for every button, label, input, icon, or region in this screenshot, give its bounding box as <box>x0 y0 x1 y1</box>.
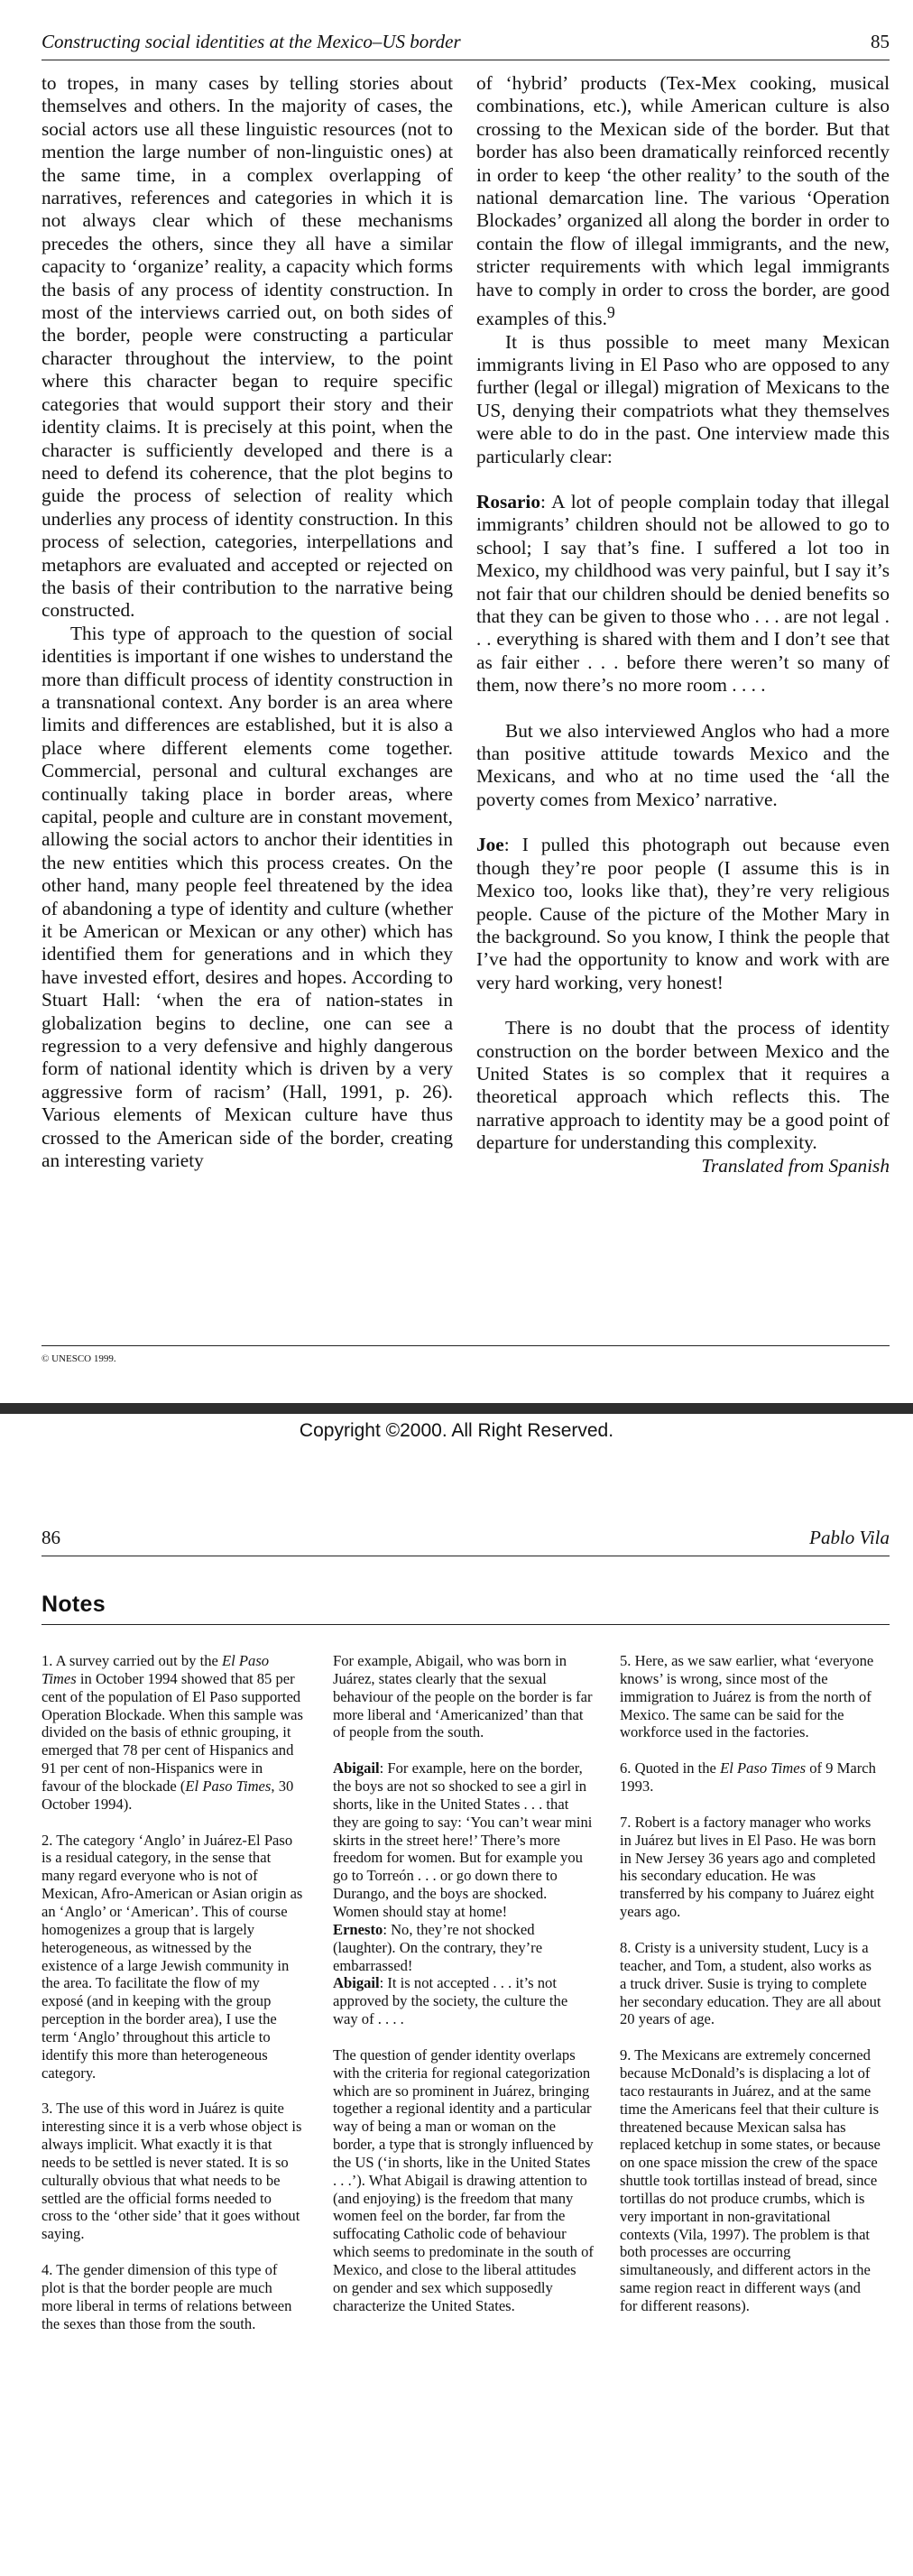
note-italic: El Paso Times <box>185 1777 272 1795</box>
dialogue-text: : For example, here on the border, the boys are not so shocked to see a girl in shorts, like in the United States . . . that they are going to say: ‘You can’t wear mini skirts in the street here!’ There’s more freedom for women. But for example you go to Torreón . . . or go down there to Durango, and the boys are shocked. Women should stay at home! <box>333 1759 593 1920</box>
footnote-ref: 9 <box>606 303 615 322</box>
notes-column-2 <box>333 1652 595 2333</box>
note-italic: El Paso Times <box>720 1759 807 1777</box>
left-column <box>42 72 453 1173</box>
speaker-name: Abigail <box>333 1759 380 1777</box>
footer-rule <box>42 1345 890 1346</box>
dialogue-text: : It is not accepted . . . it’s not approved by the society, the culture the way of . . . . <box>333 1974 568 2028</box>
notes-rule <box>42 1624 890 1625</box>
note-text: of 9 March 1993. <box>620 1759 876 1796</box>
speaker-name: Ernesto <box>333 1920 383 1938</box>
interview-quote <box>476 491 890 697</box>
dialogue-line <box>333 1921 595 1975</box>
paragraph: This type of approach to the question of social identities is important if one wishes to understand the more than difficult process of identity construction in a transnational context. Any border is an area where limits and differences are established, but it is also a place where different elements come together. Commercial, personal and cultural exchanges are continually taking place in border areas, where capital, people and culture are in constant movement, allowing the social actors to anchor their identities in the new entities which this process creates. On the other hand, many people feel threatened by the idea of abandoning a type of identity and culture (whether it be American or Mexican or any other) which has identified them for generations and in which they have invested effort, desires and hopes. According to Stuart Hall: ‘when the era of nation-states in globalization begins to decline, one can see a regression to a very defensive and highly dangerous form of national identity which is driven by a very aggressive form of racism’ (Hall, 1991, p. 26). Various elements of Mexican culture have thus crossed to the American side of the border, creating an interesting variety <box>42 622 453 1172</box>
paragraph-text: of ‘hybrid’ products (Tex-Mex cooking, musical combinations, etc.), while American culture is also crossing to the Mexican side of the border. But that border has also been dramatically reinforced recently in order to keep ‘the other reality’ to the south of the national demarcation line. The various ‘Operation Blockades’ organized all along the border in order to contain the flow of illegal immigrants, and the new, stricter requirements with which legal immigrants have to comply in order to cross the border, are good examples of this. <box>476 72 890 330</box>
unesco-copyright: © UNESCO 1999. <box>42 1353 116 1364</box>
speaker-name: Joe <box>476 834 504 856</box>
paragraph: It is thus possible to meet many Mexican immigrants living in El Paso who are opposed to any further (legal or illegal) migration of Mexicans to the US, denying their compatriots what they themselves were able to do in the past. One interview made this particularly clear: <box>476 330 890 467</box>
quote-text: : A lot of people complain today that illegal immigrants’ children should not be allowed to go to school; I say that’s fine. I suffered a lot too in Mexico, my childhood was very painful, but I say it’s not fair that our children should be denied benefits so that they can be given to those who . . . are not legal . . . everything is shared with them and I don’t see that as fair either . . . before there weren’t so many of them, now there’s no more room . . . . <box>476 491 890 697</box>
page-86 <box>0 1487 913 2576</box>
note-2: 2. The category ‘Anglo’ in Juárez-El Paso is a residual category, in the sense that many regard everyone who is not of Mexican, Afro-American or Asian origin as an ‘Anglo’ or ‘American’. This of course homogenizes a group that is largely heterogeneous, as witnessed by the existence of a large Jewish community in the area. To facilitate the flow of my exposé (and in keeping with the group perception in the border area), I use the term ‘Anglo’ throughout this article to identify this more than heterogeneous category. <box>42 1831 303 2082</box>
note-4-conclusion: The question of gender identity overlaps with the criteria for regional categorization which are so prominent in Juárez, bringing together a regional identity and a particular way of being a man or woman on the border, a type that is strongly influenced by the US (‘in shorts, like in the United States . . .’). What Abigail is drawing attention to (and enjoying) is the freedom that many women feel on the border, far from the suffocating Catholic code of behaviour which seems to predominate in the south of Mexico, and close to the liberal attitudes on gender and sex which supposedly characterize the United States. <box>333 2045 594 2314</box>
speaker-name: Abigail <box>333 1974 380 1992</box>
paragraph <box>476 72 890 331</box>
running-author: Pablo Vila <box>809 1527 890 1548</box>
note-8: 8. Cristy is a university student, Lucy is a teacher, and Tom, a student, also works as a truck driver. Susie is trying to complete her secondary education. They are all about 20 years of age. <box>620 1938 881 2028</box>
running-title: Constructing social identities at the Mexico–US border <box>42 31 461 52</box>
speaker-name: Rosario <box>476 491 540 512</box>
dialogue-text: : No, they’re not shocked (laughter). On the contrary, they’re embarrassed! <box>333 1920 543 1974</box>
notes-column-3 <box>620 1652 881 2333</box>
running-header <box>42 1525 890 1556</box>
note-7: 7. Robert is a factory manager who works in Juárez but lives in El Paso. He was born in New Jersey 36 years ago and completed his secondary education. He was transferred by his company to Juárez eight years ago. <box>620 1813 876 1921</box>
note-text: in October 1994 showed that 85 per cent of the population of El Paso supported Operation Blockade. When this sample was divided on the basis of ethnic grouping, it emerged that 78 per cent of Hispanics and 91 per cent of non-Hispanics were in favour of the blockade ( <box>42 1669 304 1795</box>
right-column <box>476 72 890 1177</box>
paragraph: But we also interviewed Anglos who had a more than positive attitude towards Mexico and the Mexicans, and who at no time used the ‘all the poverty comes from Mexico’ narrative. <box>476 719 890 810</box>
paragraph: to tropes, in many cases by telling stories about themselves and others. In the majority of cases, the social actors use all these linguistic resources (not to mention the large number of non-linguistic ones) at the same time, in a complex overlapping of narratives, references and categories in which it is not always clear which of these mechanisms precedes the others, since they all have a similar capacity to ‘organize’ reality, a capacity which forms the basis of any process of identity construction. In most of the interviews carried out, on both sides of the border, people were constructing a particular character throughout the interview, to the point where this character began to require specific categories that would support their story and their identity claims. It is precisely at this point, when the character is sufficiently developed and there is a need to defend its coherence, that the plot begins to guide the process of selection of reality which underlies any process of identity construction. In this process of selection, categories, interpellations and metaphors are evaluated and accepted or rejected on the basis of their contribution to the narrative being constructed. <box>42 72 453 622</box>
note-4: 4. The gender dimension of this type of plot is that the border people are much more liberal in terms of relations between the sexes than those from the south. <box>42 2261 292 2332</box>
interview-quote <box>476 834 890 994</box>
note-text: 6. Quoted in the <box>620 1759 721 1777</box>
page-number: 86 <box>42 1527 60 1548</box>
paragraph: There is no doubt that the process of identity construction on the border between Mexico and the United States is so complex that it requires a theoretical approach which reflects this. The narrative approach to identity may be a good point of departure for understanding this complexity. <box>476 1017 890 1154</box>
dialogue-line <box>333 1759 595 1921</box>
note-5: 5. Here, as we saw earlier, what ‘everyone knows’ is wrong, since most of the immigration to Juárez is from the north of Mexico. The same can be said for the workforce used in the factories. <box>620 1652 874 1741</box>
separator-bar <box>0 1403 913 1414</box>
page-separator <box>0 1403 913 1487</box>
note-9: 9. The Mexicans are extremely concerned because McDonald’s is displacing a lot of taco restaurants in Juárez, and at the same time the Americans feel that their culture is threatened because Mexican salsa has replaced ketchup in some states, or because on one space mission the crew of the space shuttle took tortillas instead of bread, since tortillas do not produce crumbs, which is very important in non-gravitational contexts (Vila, 1997). The problem is that both processes are occurring simultaneously, and different actors in the same region react in different ways (and for different reasons). <box>620 2046 881 2314</box>
note-3: 3. The use of this word in Juárez is quite interesting since it is a verb whose object is always implicit. What exactly it is that needs to be settled is never stated. It is so culturally obvious that what needs to be settled are the official forms needed to cross to the ‘other side’ that it goes without saying. <box>42 2100 302 2243</box>
page-number: 85 <box>871 31 890 52</box>
translation-note: Translated from Spanish <box>701 1154 890 1177</box>
note-italic: El Paso Times <box>42 1652 270 1687</box>
notes-heading: Notes <box>42 1592 106 1617</box>
note-1 <box>42 1652 303 1814</box>
notes-column-1 <box>42 1652 303 2351</box>
note-text: , 30 October 1994). <box>42 1777 294 1813</box>
note-text: 1. A survey carried out by the <box>42 1652 222 1669</box>
running-header <box>42 29 890 60</box>
note-6 <box>620 1759 881 1796</box>
note-4-continued: For example, Abigail, who was born in Juárez, states clearly that the sexual behaviour of the people on the border is far more liberal and ‘Americanized’ than that of people from the south. <box>333 1652 593 1741</box>
dialogue-line <box>333 1974 595 2028</box>
quote-text: : I pulled this photograph out because even though they’re poor people (I assume this is in Mexico too, looks like that), they’re very religious people. Cause of the picture of the Mother Mary in the background. So you know, I think the people that I’ve had the opportunity to know and work with are very hard working, very honest! <box>476 834 890 993</box>
copyright-notice: Copyright ©2000. All Right Reserved. <box>299 1420 614 1441</box>
